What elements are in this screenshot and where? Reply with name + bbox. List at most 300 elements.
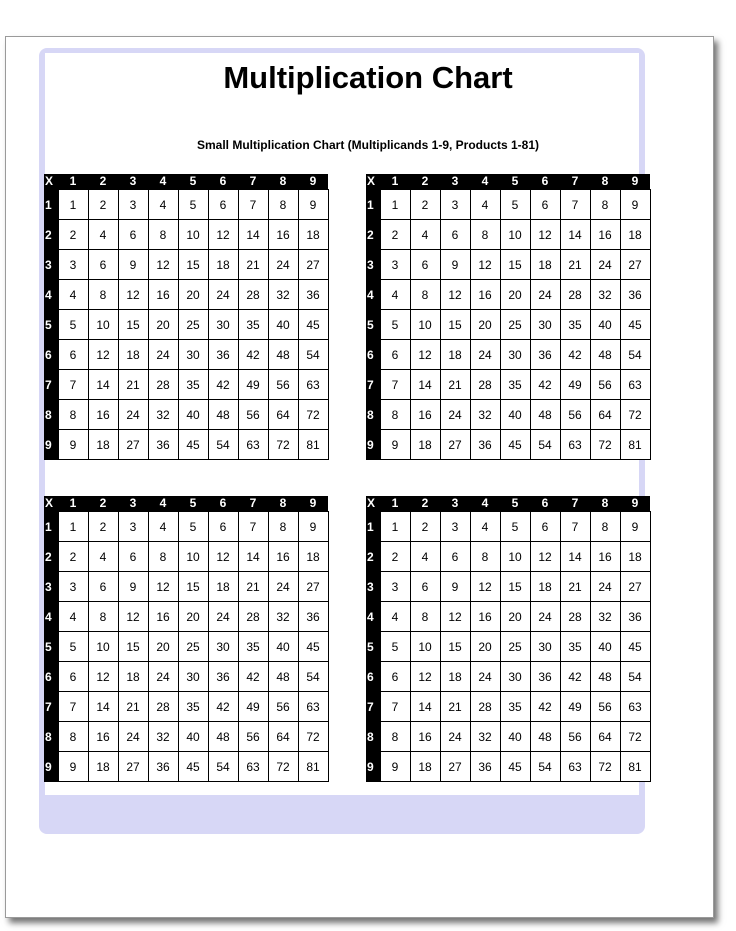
column-header: 4 bbox=[148, 496, 178, 512]
table-header-row bbox=[366, 496, 650, 512]
product-cell: 24 bbox=[590, 250, 620, 280]
product-cell: 3 bbox=[440, 190, 470, 220]
table-row bbox=[366, 692, 650, 722]
table-row bbox=[44, 752, 328, 782]
table-row bbox=[366, 632, 650, 662]
product-cell: 12 bbox=[148, 572, 178, 602]
table-row bbox=[366, 512, 650, 542]
product-cell: 56 bbox=[560, 722, 590, 752]
product-cell: 7 bbox=[58, 692, 88, 722]
column-header: 6 bbox=[530, 496, 560, 512]
product-cell: 15 bbox=[178, 250, 208, 280]
row-header: 1 bbox=[44, 190, 58, 220]
product-cell: 32 bbox=[470, 400, 500, 430]
product-cell: 4 bbox=[410, 542, 440, 572]
product-cell: 12 bbox=[208, 220, 238, 250]
row-header: 1 bbox=[366, 190, 380, 220]
row-header: 7 bbox=[44, 692, 58, 722]
product-cell: 6 bbox=[208, 512, 238, 542]
product-cell: 12 bbox=[410, 662, 440, 692]
table-row bbox=[44, 692, 328, 722]
row-header: 9 bbox=[366, 752, 380, 782]
product-cell: 36 bbox=[298, 280, 328, 310]
corner-label: X bbox=[366, 496, 380, 512]
row-header: 3 bbox=[366, 572, 380, 602]
product-cell: 9 bbox=[58, 752, 88, 782]
product-cell: 16 bbox=[470, 280, 500, 310]
product-cell: 54 bbox=[620, 340, 650, 370]
column-header: 3 bbox=[440, 174, 470, 190]
product-cell: 24 bbox=[208, 280, 238, 310]
row-header: 6 bbox=[44, 662, 58, 692]
row-header: 2 bbox=[366, 542, 380, 572]
product-cell: 10 bbox=[500, 220, 530, 250]
product-cell: 12 bbox=[118, 280, 148, 310]
product-cell: 16 bbox=[470, 602, 500, 632]
product-cell: 18 bbox=[298, 220, 328, 250]
product-cell: 1 bbox=[58, 512, 88, 542]
product-cell: 40 bbox=[178, 400, 208, 430]
column-header: 1 bbox=[58, 496, 88, 512]
product-cell: 54 bbox=[298, 662, 328, 692]
product-cell: 6 bbox=[118, 220, 148, 250]
product-cell: 12 bbox=[148, 250, 178, 280]
product-cell: 4 bbox=[58, 602, 88, 632]
product-cell: 1 bbox=[380, 190, 410, 220]
product-cell: 24 bbox=[440, 722, 470, 752]
product-cell: 2 bbox=[58, 220, 88, 250]
product-cell: 9 bbox=[620, 190, 650, 220]
column-header: 8 bbox=[268, 174, 298, 190]
product-cell: 49 bbox=[238, 692, 268, 722]
product-cell: 49 bbox=[560, 692, 590, 722]
product-cell: 2 bbox=[410, 512, 440, 542]
product-cell: 18 bbox=[410, 752, 440, 782]
column-header: 1 bbox=[58, 174, 88, 190]
product-cell: 3 bbox=[58, 250, 88, 280]
column-header: 8 bbox=[590, 174, 620, 190]
product-cell: 8 bbox=[148, 542, 178, 572]
multiplication-table-bottom-right bbox=[366, 496, 651, 782]
product-cell: 24 bbox=[148, 340, 178, 370]
table-row bbox=[44, 602, 328, 632]
product-cell: 14 bbox=[410, 692, 440, 722]
product-cell: 5 bbox=[178, 190, 208, 220]
table-row bbox=[366, 280, 650, 310]
product-cell: 6 bbox=[440, 220, 470, 250]
product-cell: 54 bbox=[530, 430, 560, 460]
table-row bbox=[44, 512, 328, 542]
column-header: 4 bbox=[470, 174, 500, 190]
product-cell: 16 bbox=[590, 542, 620, 572]
product-cell: 40 bbox=[268, 310, 298, 340]
product-cell: 10 bbox=[410, 632, 440, 662]
product-cell: 72 bbox=[590, 752, 620, 782]
product-cell: 64 bbox=[590, 400, 620, 430]
column-header: 4 bbox=[148, 174, 178, 190]
product-cell: 56 bbox=[268, 692, 298, 722]
product-cell: 36 bbox=[470, 430, 500, 460]
product-cell: 36 bbox=[620, 280, 650, 310]
product-cell: 18 bbox=[118, 662, 148, 692]
table-row bbox=[44, 400, 328, 430]
product-cell: 9 bbox=[298, 512, 328, 542]
product-cell: 8 bbox=[410, 280, 440, 310]
product-cell: 81 bbox=[298, 752, 328, 782]
product-cell: 14 bbox=[238, 220, 268, 250]
product-cell: 7 bbox=[58, 370, 88, 400]
product-cell: 72 bbox=[268, 430, 298, 460]
column-header: 7 bbox=[238, 496, 268, 512]
product-cell: 35 bbox=[560, 632, 590, 662]
product-cell: 40 bbox=[500, 722, 530, 752]
product-cell: 18 bbox=[530, 250, 560, 280]
table-row bbox=[366, 430, 650, 460]
product-cell: 54 bbox=[298, 340, 328, 370]
product-cell: 36 bbox=[530, 662, 560, 692]
table-row bbox=[366, 340, 650, 370]
table-row bbox=[366, 722, 650, 752]
table-row bbox=[44, 340, 328, 370]
product-cell: 1 bbox=[380, 512, 410, 542]
product-cell: 25 bbox=[500, 632, 530, 662]
product-cell: 20 bbox=[178, 280, 208, 310]
column-header: 1 bbox=[380, 174, 410, 190]
product-cell: 64 bbox=[590, 722, 620, 752]
product-cell: 3 bbox=[118, 190, 148, 220]
product-cell: 9 bbox=[620, 512, 650, 542]
product-cell: 3 bbox=[380, 250, 410, 280]
product-cell: 8 bbox=[268, 512, 298, 542]
product-cell: 10 bbox=[88, 632, 118, 662]
product-cell: 48 bbox=[530, 400, 560, 430]
product-cell: 2 bbox=[58, 542, 88, 572]
column-header: 9 bbox=[298, 496, 328, 512]
row-header: 2 bbox=[44, 542, 58, 572]
column-header: 9 bbox=[298, 174, 328, 190]
product-cell: 18 bbox=[208, 572, 238, 602]
product-cell: 40 bbox=[590, 310, 620, 340]
product-cell: 25 bbox=[178, 632, 208, 662]
product-cell: 35 bbox=[500, 692, 530, 722]
column-header: 5 bbox=[500, 496, 530, 512]
product-cell: 16 bbox=[88, 400, 118, 430]
product-cell: 21 bbox=[118, 692, 148, 722]
product-cell: 45 bbox=[178, 752, 208, 782]
row-header: 8 bbox=[44, 400, 58, 430]
product-cell: 16 bbox=[88, 722, 118, 752]
product-cell: 72 bbox=[620, 400, 650, 430]
product-cell: 63 bbox=[238, 430, 268, 460]
product-cell: 8 bbox=[590, 190, 620, 220]
row-header: 7 bbox=[366, 370, 380, 400]
product-cell: 9 bbox=[118, 250, 148, 280]
column-header: 4 bbox=[470, 496, 500, 512]
product-cell: 27 bbox=[298, 572, 328, 602]
column-header: 9 bbox=[620, 496, 650, 512]
product-cell: 9 bbox=[298, 190, 328, 220]
column-header: 7 bbox=[560, 496, 590, 512]
product-cell: 28 bbox=[148, 692, 178, 722]
table-row bbox=[44, 370, 328, 400]
column-header: 5 bbox=[500, 174, 530, 190]
table-row bbox=[44, 430, 328, 460]
product-cell: 28 bbox=[470, 370, 500, 400]
column-header: 7 bbox=[560, 174, 590, 190]
product-cell: 42 bbox=[238, 662, 268, 692]
table-row bbox=[366, 572, 650, 602]
product-cell: 48 bbox=[208, 400, 238, 430]
table-header-row bbox=[366, 174, 650, 190]
row-header: 6 bbox=[366, 662, 380, 692]
column-header: 2 bbox=[410, 174, 440, 190]
product-cell: 21 bbox=[238, 250, 268, 280]
product-cell: 7 bbox=[238, 512, 268, 542]
product-cell: 3 bbox=[440, 512, 470, 542]
product-cell: 27 bbox=[298, 250, 328, 280]
product-cell: 4 bbox=[148, 512, 178, 542]
product-cell: 32 bbox=[268, 602, 298, 632]
product-cell: 45 bbox=[500, 430, 530, 460]
product-cell: 6 bbox=[530, 512, 560, 542]
product-cell: 10 bbox=[178, 220, 208, 250]
product-cell: 6 bbox=[530, 190, 560, 220]
product-cell: 5 bbox=[380, 632, 410, 662]
product-cell: 5 bbox=[380, 310, 410, 340]
product-cell: 12 bbox=[470, 572, 500, 602]
table-row bbox=[44, 310, 328, 340]
product-cell: 9 bbox=[440, 250, 470, 280]
product-cell: 9 bbox=[440, 572, 470, 602]
product-cell: 63 bbox=[560, 752, 590, 782]
product-cell: 32 bbox=[470, 722, 500, 752]
column-header: 8 bbox=[590, 496, 620, 512]
product-cell: 6 bbox=[58, 340, 88, 370]
product-cell: 48 bbox=[268, 662, 298, 692]
product-cell: 40 bbox=[500, 400, 530, 430]
product-cell: 42 bbox=[208, 370, 238, 400]
product-cell: 12 bbox=[440, 280, 470, 310]
product-cell: 8 bbox=[590, 512, 620, 542]
product-cell: 21 bbox=[440, 692, 470, 722]
product-cell: 9 bbox=[58, 430, 88, 460]
product-cell: 5 bbox=[58, 632, 88, 662]
column-header: 9 bbox=[620, 174, 650, 190]
product-cell: 2 bbox=[410, 190, 440, 220]
column-header: 1 bbox=[380, 496, 410, 512]
product-cell: 8 bbox=[410, 602, 440, 632]
row-header: 4 bbox=[366, 280, 380, 310]
product-cell: 8 bbox=[470, 220, 500, 250]
product-cell: 2 bbox=[88, 512, 118, 542]
product-cell: 8 bbox=[470, 542, 500, 572]
product-cell: 32 bbox=[268, 280, 298, 310]
table-row bbox=[366, 220, 650, 250]
row-header: 9 bbox=[44, 752, 58, 782]
corner-label: X bbox=[44, 496, 58, 512]
product-cell: 28 bbox=[560, 602, 590, 632]
multiplication-table-bottom-left bbox=[44, 496, 329, 782]
table-row bbox=[366, 542, 650, 572]
product-cell: 20 bbox=[470, 632, 500, 662]
column-header: 7 bbox=[238, 174, 268, 190]
product-cell: 14 bbox=[238, 542, 268, 572]
product-cell: 45 bbox=[298, 632, 328, 662]
product-cell: 54 bbox=[208, 430, 238, 460]
product-cell: 56 bbox=[268, 370, 298, 400]
product-cell: 48 bbox=[590, 340, 620, 370]
product-cell: 9 bbox=[380, 752, 410, 782]
product-cell: 12 bbox=[470, 250, 500, 280]
row-header: 7 bbox=[366, 692, 380, 722]
product-cell: 14 bbox=[88, 692, 118, 722]
product-cell: 4 bbox=[88, 220, 118, 250]
product-cell: 36 bbox=[208, 662, 238, 692]
product-cell: 48 bbox=[530, 722, 560, 752]
product-cell: 15 bbox=[500, 250, 530, 280]
product-cell: 2 bbox=[380, 220, 410, 250]
product-cell: 8 bbox=[148, 220, 178, 250]
product-cell: 12 bbox=[88, 340, 118, 370]
table-row bbox=[44, 662, 328, 692]
product-cell: 14 bbox=[560, 220, 590, 250]
product-cell: 63 bbox=[238, 752, 268, 782]
column-header: 2 bbox=[410, 496, 440, 512]
product-cell: 24 bbox=[590, 572, 620, 602]
product-cell: 54 bbox=[620, 662, 650, 692]
product-cell: 9 bbox=[118, 572, 148, 602]
product-cell: 56 bbox=[590, 692, 620, 722]
column-header: 6 bbox=[530, 174, 560, 190]
product-cell: 42 bbox=[238, 340, 268, 370]
product-cell: 18 bbox=[530, 572, 560, 602]
product-cell: 21 bbox=[560, 572, 590, 602]
table-row bbox=[44, 542, 328, 572]
product-cell: 30 bbox=[500, 340, 530, 370]
product-cell: 21 bbox=[440, 370, 470, 400]
product-cell: 8 bbox=[58, 722, 88, 752]
product-cell: 81 bbox=[620, 752, 650, 782]
product-cell: 8 bbox=[88, 280, 118, 310]
product-cell: 35 bbox=[560, 310, 590, 340]
product-cell: 30 bbox=[208, 632, 238, 662]
product-cell: 56 bbox=[238, 400, 268, 430]
row-header: 4 bbox=[44, 280, 58, 310]
product-cell: 48 bbox=[590, 662, 620, 692]
product-cell: 27 bbox=[118, 430, 148, 460]
product-cell: 30 bbox=[530, 310, 560, 340]
product-cell: 35 bbox=[238, 310, 268, 340]
product-cell: 32 bbox=[148, 400, 178, 430]
product-cell: 27 bbox=[440, 752, 470, 782]
product-cell: 15 bbox=[178, 572, 208, 602]
product-cell: 16 bbox=[590, 220, 620, 250]
product-cell: 4 bbox=[470, 512, 500, 542]
table-header-row bbox=[44, 174, 328, 190]
product-cell: 8 bbox=[268, 190, 298, 220]
product-cell: 7 bbox=[560, 190, 590, 220]
table-row bbox=[44, 632, 328, 662]
product-cell: 6 bbox=[208, 190, 238, 220]
column-header: 5 bbox=[178, 496, 208, 512]
product-cell: 35 bbox=[178, 370, 208, 400]
row-header: 9 bbox=[366, 430, 380, 460]
product-cell: 24 bbox=[470, 340, 500, 370]
product-cell: 30 bbox=[530, 632, 560, 662]
product-cell: 7 bbox=[560, 512, 590, 542]
product-cell: 48 bbox=[208, 722, 238, 752]
product-cell: 24 bbox=[440, 400, 470, 430]
product-cell: 8 bbox=[380, 400, 410, 430]
product-cell: 6 bbox=[410, 250, 440, 280]
product-cell: 28 bbox=[238, 602, 268, 632]
product-cell: 32 bbox=[590, 280, 620, 310]
product-cell: 36 bbox=[620, 602, 650, 632]
product-cell: 30 bbox=[208, 310, 238, 340]
product-cell: 18 bbox=[88, 752, 118, 782]
column-header: 5 bbox=[178, 174, 208, 190]
product-cell: 18 bbox=[620, 542, 650, 572]
product-cell: 18 bbox=[298, 542, 328, 572]
product-cell: 72 bbox=[268, 752, 298, 782]
product-cell: 14 bbox=[410, 370, 440, 400]
product-cell: 16 bbox=[268, 542, 298, 572]
product-cell: 4 bbox=[58, 280, 88, 310]
row-header: 3 bbox=[44, 572, 58, 602]
table-row bbox=[366, 250, 650, 280]
product-cell: 30 bbox=[178, 340, 208, 370]
product-cell: 45 bbox=[620, 310, 650, 340]
table-row bbox=[44, 190, 328, 220]
column-header: 3 bbox=[118, 496, 148, 512]
product-cell: 36 bbox=[530, 340, 560, 370]
product-cell: 72 bbox=[298, 722, 328, 752]
product-cell: 12 bbox=[118, 602, 148, 632]
product-cell: 18 bbox=[440, 340, 470, 370]
column-header: 2 bbox=[88, 174, 118, 190]
row-header: 2 bbox=[44, 220, 58, 250]
product-cell: 24 bbox=[530, 280, 560, 310]
row-header: 7 bbox=[44, 370, 58, 400]
product-cell: 48 bbox=[268, 340, 298, 370]
product-cell: 28 bbox=[470, 692, 500, 722]
product-cell: 36 bbox=[208, 340, 238, 370]
product-cell: 8 bbox=[58, 400, 88, 430]
product-cell: 10 bbox=[178, 542, 208, 572]
product-cell: 20 bbox=[178, 602, 208, 632]
product-cell: 24 bbox=[530, 602, 560, 632]
table-row bbox=[366, 370, 650, 400]
product-cell: 6 bbox=[88, 572, 118, 602]
product-cell: 5 bbox=[58, 310, 88, 340]
product-cell: 45 bbox=[620, 632, 650, 662]
product-cell: 1 bbox=[58, 190, 88, 220]
product-cell: 20 bbox=[148, 632, 178, 662]
row-header: 5 bbox=[366, 310, 380, 340]
product-cell: 15 bbox=[118, 310, 148, 340]
row-header: 6 bbox=[366, 340, 380, 370]
row-header: 3 bbox=[44, 250, 58, 280]
product-cell: 4 bbox=[410, 220, 440, 250]
product-cell: 8 bbox=[88, 602, 118, 632]
row-header: 1 bbox=[366, 512, 380, 542]
row-header: 2 bbox=[366, 220, 380, 250]
product-cell: 54 bbox=[530, 752, 560, 782]
product-cell: 27 bbox=[620, 250, 650, 280]
product-cell: 15 bbox=[118, 632, 148, 662]
product-cell: 40 bbox=[590, 632, 620, 662]
product-cell: 21 bbox=[238, 572, 268, 602]
